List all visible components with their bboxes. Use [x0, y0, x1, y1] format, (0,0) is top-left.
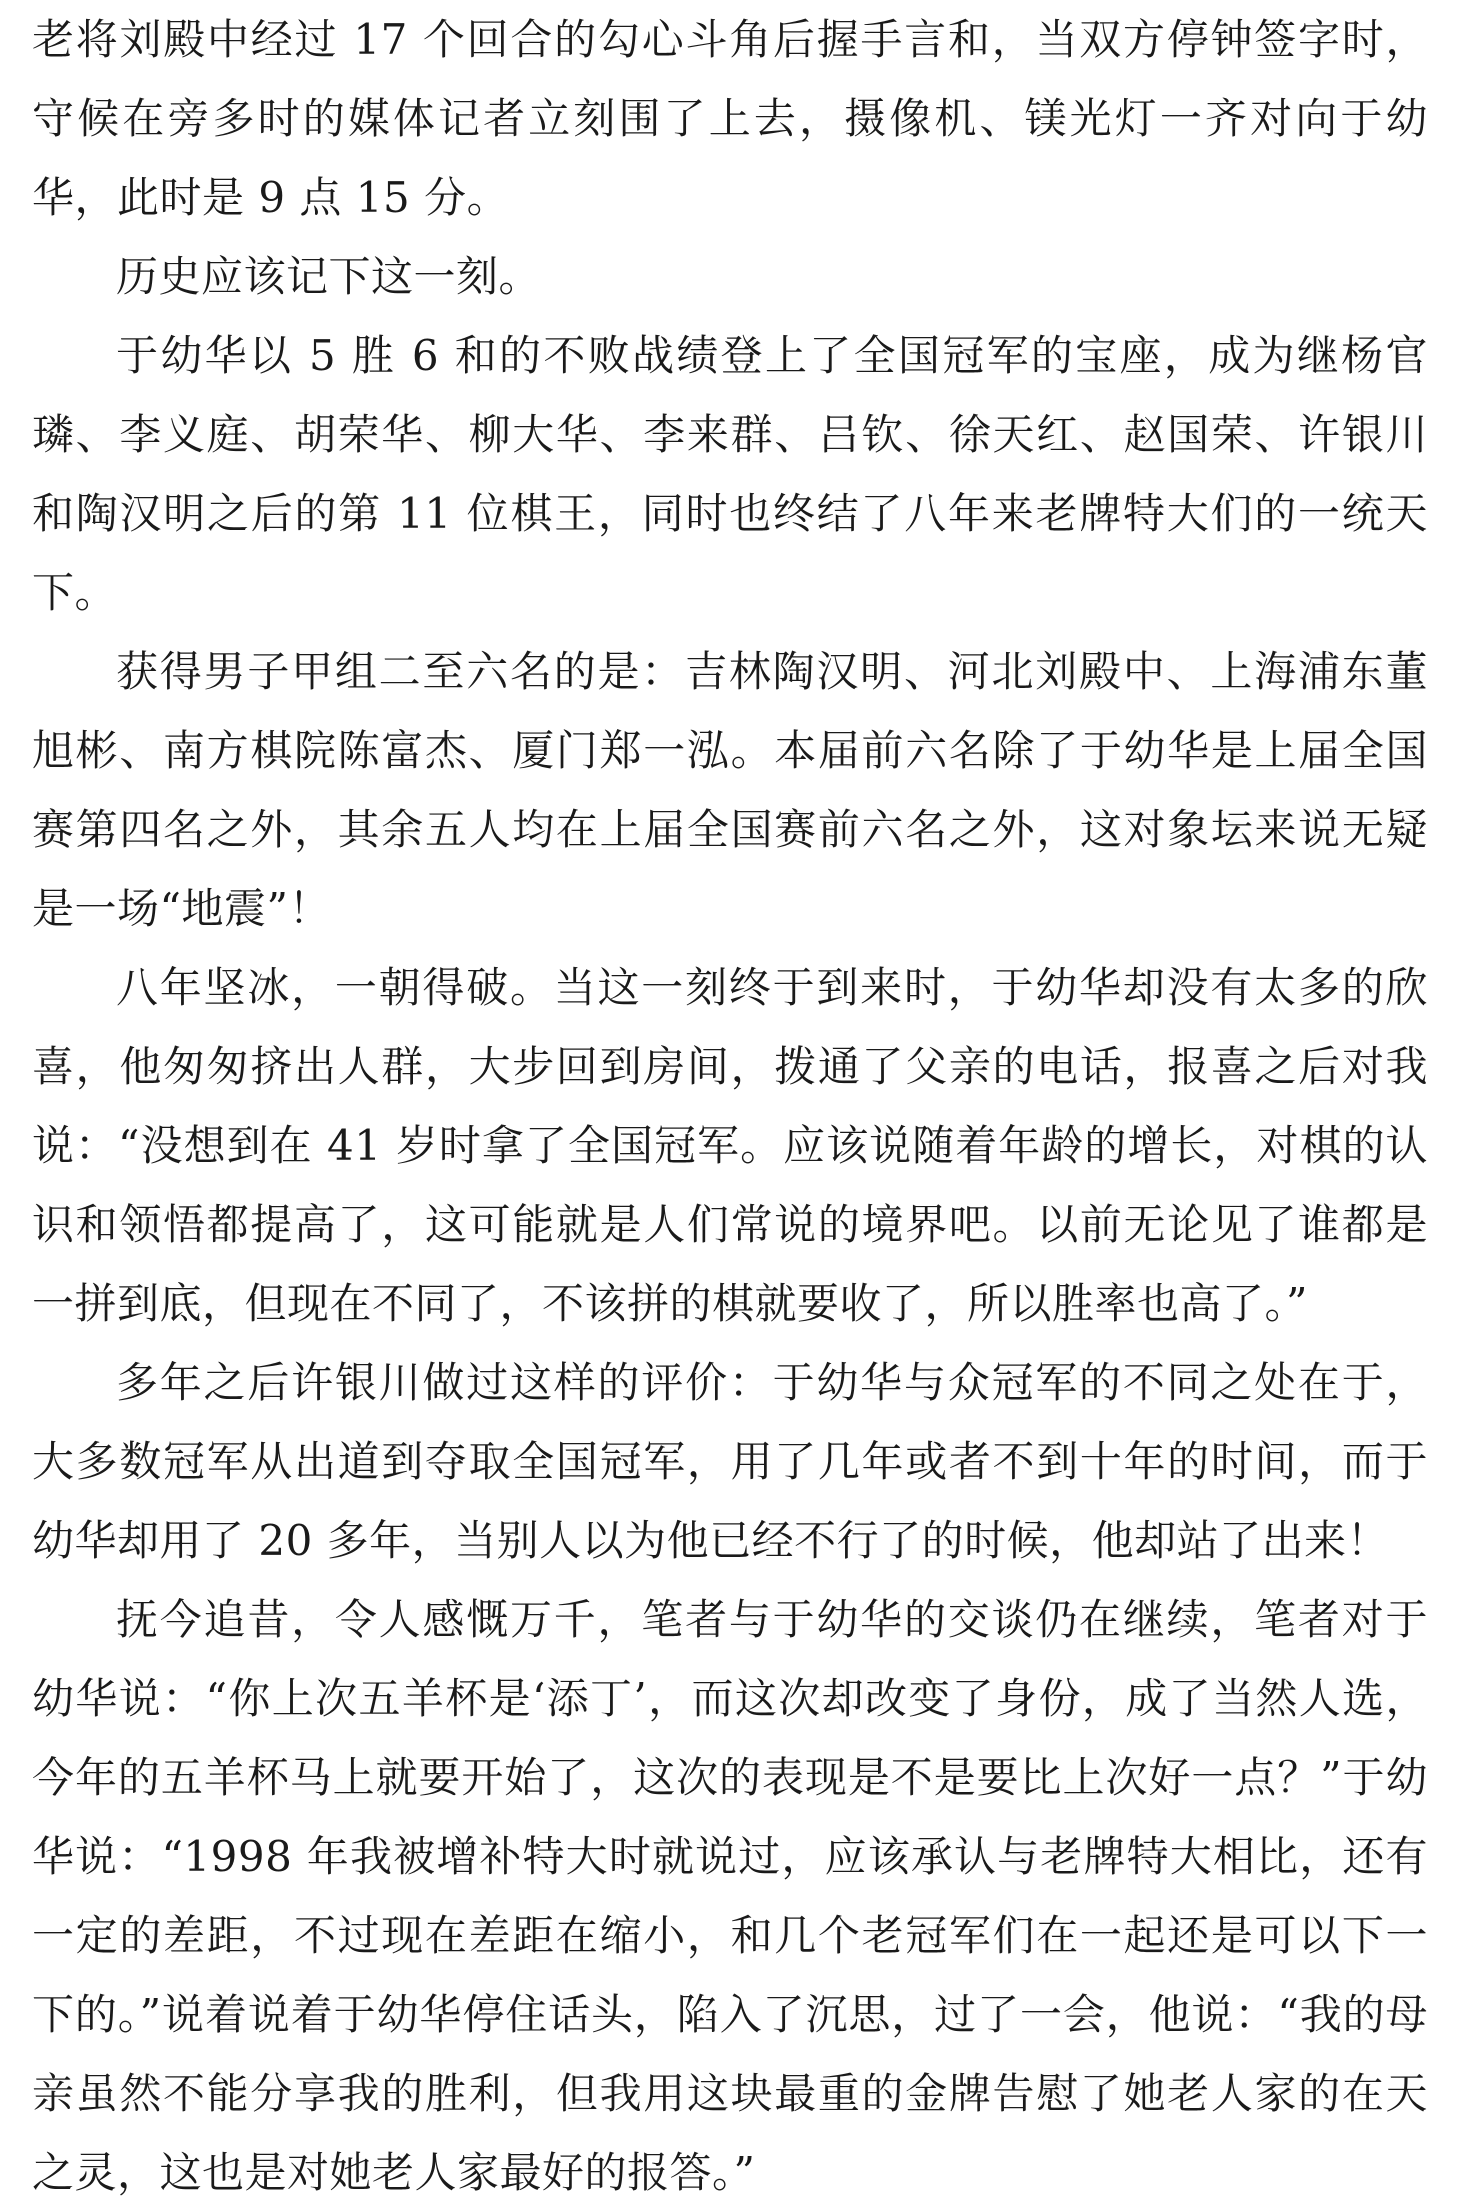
paragraph-3: 于幼华以 5 胜 6 和的不败战绩登上了全国冠军的宝座，成为继杨官璘、李义庭、胡荣华、柳大华、李来群、吕钦、徐天红、赵国荣、许银川和陶汉明之后的第 11 位棋王，同时也终结了八年来老牌特大们的一统天下。: [32, 331, 1428, 617]
paragraph-4: 获得男子甲组二至六名的是：吉林陶汉明、河北刘殿中、上海浦东董旭彬、南方棋院陈富杰、厦门郑一泓。本届前六名除了于幼华是上届全国赛第四名之外，其余五人均在上届全国赛前六名之外，这对象坛来说无疑是一场“地震”！: [32, 647, 1428, 933]
paragraph-5: 八年坚冰，一朝得破。当这一刻终于到来时，于幼华却没有太多的欣喜，他匆匆挤出人群，大步回到房间，拨通了父亲的电话，报喜之后对我说：“没想到在 41 岁时拿了全国冠军。应该说随着年龄的增长，对棋的认识和领悟都提高了，这可能就是人们常说的境界吧。以前无论见了谁都是一拼到底，但现在不同了，不该拼的棋就要收了，所以胜率也高了。”: [32, 963, 1428, 1328]
paragraph-7: 抚今追昔，令人感慨万千，笔者与于幼华的交谈仍在继续，笔者对于幼华说：“你上次五羊杯是‘添丁’，而这次却改变了身份，成了当然人选，今年的五羊杯马上就要开始了，这次的表现是不是要比上次好一点？”于幼华说：“1998 年我被增补特大时就说过，应该承认与老牌特大相比，还有一定的差距，不过现在差距在缩小，和几个老冠军们在一起还是可以下一下的。”说着说着于幼华停住话头，陷入了沉思，过了一会，他说：“我的母亲虽然不能分享我的胜利，但我用这块最重的金牌告慰了她老人家的在天之灵，这也是对她老人家最好的报答。”: [32, 1595, 1428, 2197]
paragraph-2: 历史应该记下这一刻。: [116, 252, 542, 301]
paragraph-6: 多年之后许银川做过这样的评价：于幼华与众冠军的不同之处在于，大多数冠军从出道到夺取全国冠军，用了几年或者不到十年的时间，而于幼华却用了 20 多年，当别人以为他已经不行了的时候，他却站了出来！: [32, 1358, 1428, 1565]
paragraph-1: 老将刘殿中经过 17 个回合的勾心斗角后握手言和，当双方停钟签字时，守候在旁多时的媒体记者立刻围了上去，摄像机、镁光灯一齐对向于幼华，此时是 9 点 15 分。: [32, 15, 1428, 222]
document-page: [32, 0, 1428, 2212]
